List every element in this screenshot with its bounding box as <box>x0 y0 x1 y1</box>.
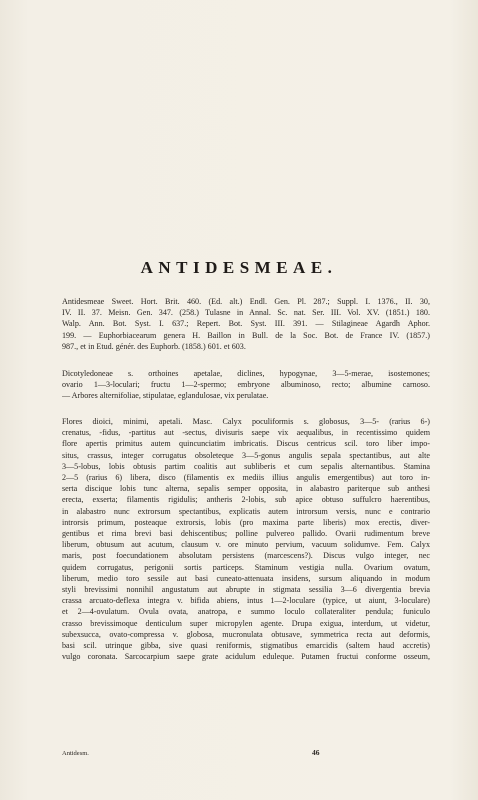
text-line: basi scil. utrinque gibba, sive quasi reniformis, stigmatibus emarcidis (saltem haud accretis) <box>62 641 430 651</box>
text-line: in alabastro nunc extrorsum spectantibus, explicatis autem introrsum versis, nunc e contrario <box>62 506 430 516</box>
text-line: IV. II. 37. Meisn. Gen. 347. (258.) Tulasne in Annal. Sc. nat. Ser. III. Vol. XV. (1851.) 180. <box>62 308 430 318</box>
text-line: vulgo coronata. Sarcocarpium saepe grate acidulum eduleque. Putamen fructui conforme osseum, <box>62 652 430 662</box>
description-paragraph <box>62 416 430 662</box>
text-line: serta discique lobis tunc alterna, sepalis semper opposita, in alabastro pariterque sub anthesi <box>62 484 430 494</box>
synonymy-paragraph <box>62 296 430 352</box>
page-title: ANTIDESMEAE. <box>140 258 338 277</box>
text-line: ovario 1—3-loculari; fructu 1—2-spermo; embryone albuminoso, recto; albumine carnoso. <box>62 380 430 390</box>
text-line: Antidesmeae Sweet. Hort. Brit. 460. (Ed. alt.) Endl. Gen. Pl. 287.; Suppl. I. 1376., II. 30, <box>62 297 430 306</box>
text-line: — Arbores alternifoliae, stipulatae, eglandulosae, vix perulatae. <box>62 391 269 401</box>
text-line: situs, crassus, integer corrugatus obsoleteque 3—5-gonus angulis sepala spectantibus, aut alte <box>62 450 430 460</box>
text-line: quidem corrugatus, perigonii sortis particeps. Staminum vestigia nulla. Ovarium ovatum, <box>62 562 430 572</box>
text-line: styli brevissimi nonnihil angustatum aut abrupte in stigmata sessilia 3—6 divergentia brevia <box>62 585 430 595</box>
text-line: maris, post foecundationem absolutam persistens (marcescens?). Discus vulgo integer, nec <box>62 551 430 561</box>
text-line: 987., et in Etud. génér. des Euphorb. (1858.) 601. et 603. <box>62 341 246 351</box>
text-line: liberum, obtusum aut acutum, clausum v. ore minuto pervium, vacuum solidumve. Fem. Calyx <box>62 540 430 550</box>
text-line: introrsis primum, posteaque extrorsis, lobis (pro maxima parte liberis) mox erectis, diver- <box>62 517 430 527</box>
text-line: et 2—4-ovulatum. Ovula ovata, anatropa, e summo loculo collateraliter pendula; funiculo <box>62 607 430 617</box>
text-line: subexsucca, ovato-compressa v. globosa, mucronulata obtusave, symmetrica recta aut deformis, <box>62 629 430 639</box>
running-head: Antidesm. <box>62 750 89 757</box>
text-line: 3—5-lobus, lobis obtusis partim coalitis aut subliberis et cum sepalis alternantibus. Stamina <box>62 461 430 471</box>
text-line: erecta, exserta; filamentis rigidulis; antheris 2-lobis, sub apice obtuso suffulcro haerentibus, <box>62 495 430 505</box>
text-line: Walp. Ann. Bot. Syst. I. 637.; Repert. Bot. Syst. III. 391. — Stilagineae Agardh Aphor. <box>62 319 430 329</box>
classification-paragraph <box>62 368 430 402</box>
text-line: crasso brevissimoque denticulum super micropylen agente. Drupa exigua, interdum, ut videtur, <box>62 618 430 628</box>
text-line: flore apertis primitus autem quincunciatim imbricatis. Discus centricus scil. toro liber impo- <box>62 439 430 449</box>
text-line: 199. — Euphorbiacearum genera H. Baillon in Bull. de la Soc. Bot. de France IV. (1857.) <box>62 330 430 340</box>
text-line: crenatus, -fidus, -partitus aut -sectus, divisuris saepe vix aequalibus, in recentissimo quidem <box>62 428 430 438</box>
text-line: crassa arcuato-deflexa integra v. bifida abiens, intus 1—2-loculare (typice, ut aiunt, 3-loculare) <box>62 596 430 606</box>
text-line: Flores dioici, minimi, apetali. Masc. Calyx poculiformis s. globosus, 3—5- (rarius 6-) <box>62 417 430 426</box>
text-line: 2—5 (rarius 6) libera, disco (filamentis ex mediis illius angulis emergentibus) aut toro in- <box>62 473 430 483</box>
text-line: Dicotyledoneae s. orthoines apetalae, diclines, hypogynae, 3—5-merae, isostemones; <box>62 369 430 378</box>
text-line: gentibus et rima brevi basi dehiscentibus; polline pulvereo pallido. Ovarii rudimentum breve <box>62 529 430 539</box>
page-number: 46 <box>312 748 320 757</box>
text-line: liberum, medio toro sessile aut basi cuneato-attenuata insidens, sursum aliquando in modum <box>62 573 430 583</box>
